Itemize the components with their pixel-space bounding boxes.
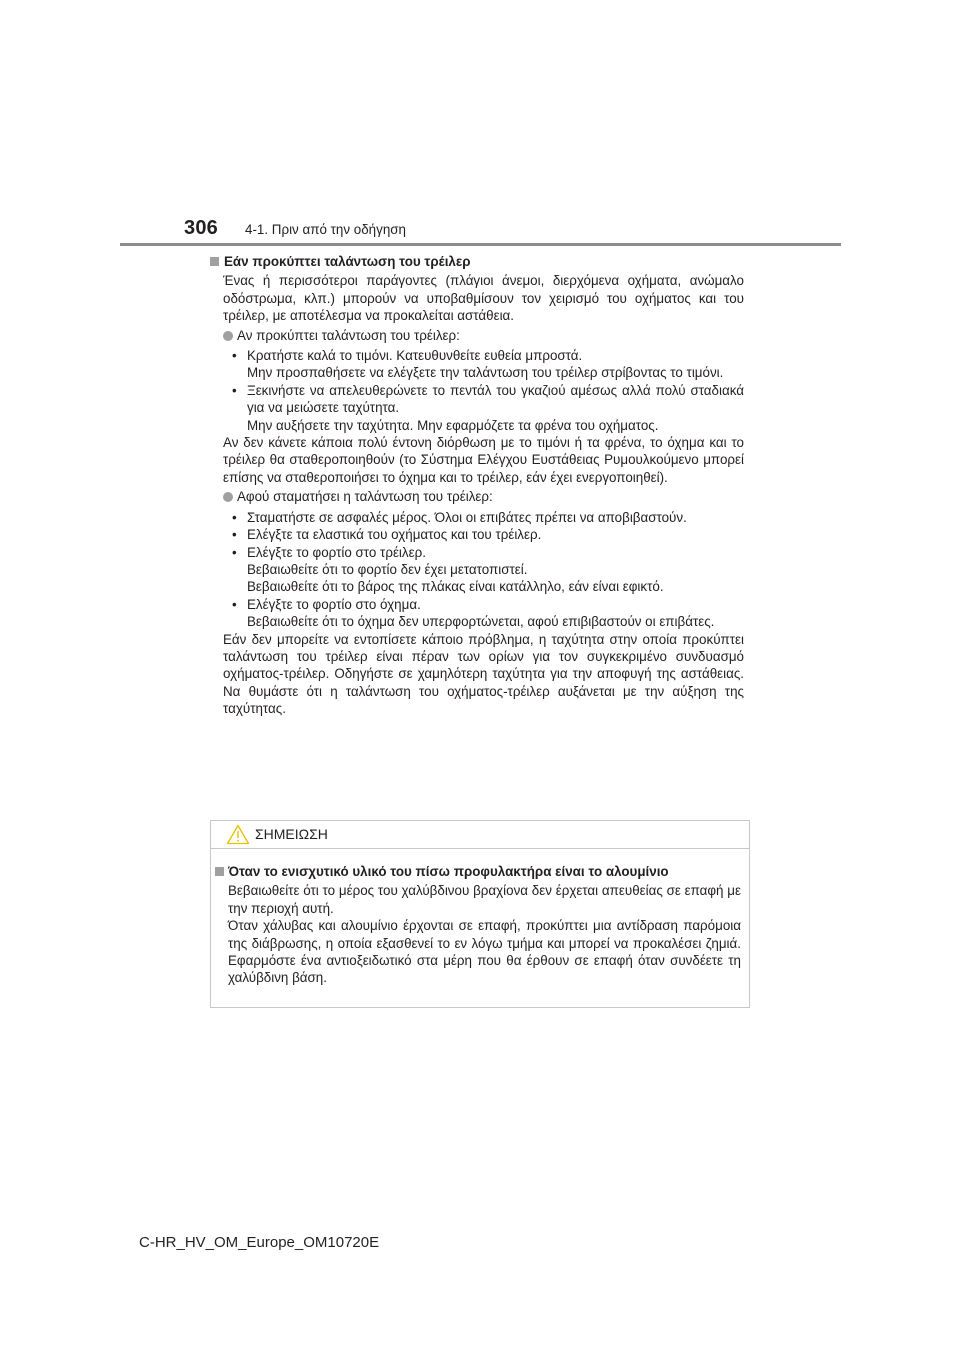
dot-item-text: Αφού σταματήσει η ταλάντωση του τρέιλερ: [237,489,493,505]
bullet-dot-icon: • [232,509,237,525]
footer-document-id: C-HR_HV_OM_Europe_OM10720E [139,1234,380,1251]
square-bullet-icon [215,867,224,876]
bullet-line: Ελέγξτε τα ελαστικά του οχήματος και του τρέιλερ. [247,527,542,543]
sway-actions-list [210,347,744,434]
bullet-line: Κρατήστε καλά το τιμόνι. Κατευθυνθείτε ευθεία μπροστά. [247,348,583,364]
bullet-item [210,596,744,631]
notice-box [210,820,750,1008]
bullet-item [210,544,744,596]
notice-content [215,863,741,987]
intro-paragraph: Ένας ή περισσότεροι παράγοντες (πλάγιοι άνεμοι, διερχόμενα οχήματα, ανώμαλο οδόστρωμα, κλπ.) μπορούν να υποβαθμίσουν τον χειρισμό του οχήματος και του τρέιλερ, με αποτέλεσμα να προκαλείται αστάθεια. [223,273,744,324]
warning-triangle-icon [226,824,250,845]
bullet-line: Μην προσπαθήσετε να ελέγξετε την ταλάντωση του τρέιλερ στρίβοντας το τιμόνι. [247,365,724,381]
bullet-line: Βεβαιωθείτε ότι το όχημα δεν υπερφορτώνεται, αφού επιβιβαστούν οι επιβάτες. [247,614,715,630]
bullet-line: Μην αυξήσετε την ταχύτητα. Μην εφαρμόζετε τα φρένα του οχήματος. [247,417,659,433]
notice-title: ΣΗΜΕΙΩΣΗ [255,826,328,842]
notice-paragraph-2: Όταν χάλυβας και αλουμίνιο έρχονται σε επαφή, προκύπτει μια αντίδραση παρόμοια της διάβρωσης, η οποία εξασθενεί το εν λόγω τμήμα και μπορεί να προκαλέσει ζημιά. Εφαρμόστε ένα αντιοξειδωτικό στα μέρη που θα έρθουν σε επαφή όταν συνδέετε τη χαλύβδινη βάση. [228,918,741,986]
bullet-item [210,526,744,543]
speed-paragraph: Εάν δεν μπορείτε να εντοπίσετε κάποιο πρόβλημα, η ταχύτητα στην οποία προκύπτει ταλάντωση του τρέιλερ είναι πέραν των ορίων για τον συγκεκριμένο συνδυασμό οχήματος-τρέιλερ. Οδηγήστε σε χαμηλότερη ταχύτητα για την αποφυγή της αστάθειας. Να θυμάστε ότι η ταλάντωση του οχήματος-τρέιλερ αυξάνεται με την αύξηση της ταχύτητας. [223,631,744,717]
header-divider [120,243,841,246]
main-heading-text: Εάν προκύπτει ταλάντωση του τρέιλερ [224,254,471,269]
notice-paragraph-1: Βεβαιωθείτε ότι το μέρος του χαλύβδινου βραχίονα δεν έρχεται απευθείας σε επαφή με την περιοχή αυτή. [228,883,741,916]
bullet-item [210,382,744,434]
main-heading [210,253,744,270]
stabilization-paragraph: Αν δεν κάνετε κάποια πολύ έντονη διόρθωση με το τιμόνι ή τα φρένα, το όχημα και το τρέιλερ θα σταθεροποιηθούν (το Σύστημα Ελέγχου Ευστάθειας Ρυμουλκούμενο μπορεί επίσης να σταθεροποιήσει το όχημα και το τρέιλερ, εάν έχει ενεργοποιηθεί). [223,435,744,485]
bullet-line: Ελέγξτε το φορτίο στο τρέιλερ. [247,544,426,560]
square-bullet-icon [210,257,219,266]
notice-header [211,821,749,849]
bullet-dot-icon: • [232,544,237,560]
notice-heading [215,863,741,880]
circle-bullet-icon [223,492,233,502]
bullet-dot-icon: • [232,382,237,398]
page-number: 306 [184,217,218,239]
bullet-line: Βεβαιωθείτε ότι το φορτίο δεν έχει μετατοπιστεί. [247,561,528,577]
bullet-dot-icon: • [232,348,237,364]
notice-heading-text: Όταν το ενισχυτικό υλικό του πίσω προφυλακτήρα είναι το αλουμίνιο [228,864,669,879]
bullet-line: Σταματήστε σε ασφαλές μέρος. Όλοι οι επιβάτες πρέπει να αποβιβαστούν. [247,509,687,525]
bullet-line: Βεβαιωθείτε ότι το βάρος της πλάκας είναι κατάλληλο, εάν είναι εφικτό. [247,579,664,595]
circle-bullet-icon [223,331,233,341]
bullet-item [210,509,744,526]
dot-item-after-sway [210,488,744,505]
main-content [210,253,744,718]
dot-item-sway-occurs [210,327,744,344]
bullet-dot-icon: • [232,527,237,543]
bullet-item [210,347,744,382]
section-title: 4-1. Πριν από την οδήγηση [245,222,406,237]
after-sway-actions-list [210,509,744,631]
dot-item-text: Αν προκύπτει ταλάντωση του τρέιλερ: [237,327,460,343]
bullet-line: Ξεκινήστε να απελευθερώνετε το πεντάλ του γκαζιού αμέσως αλλά πολύ σταδιακά για να μειώσετε ταχύτητα. [247,382,744,416]
bullet-line: Ελέγξτε το φορτίο στο όχημα. [247,596,421,612]
bullet-dot-icon: • [232,596,237,612]
